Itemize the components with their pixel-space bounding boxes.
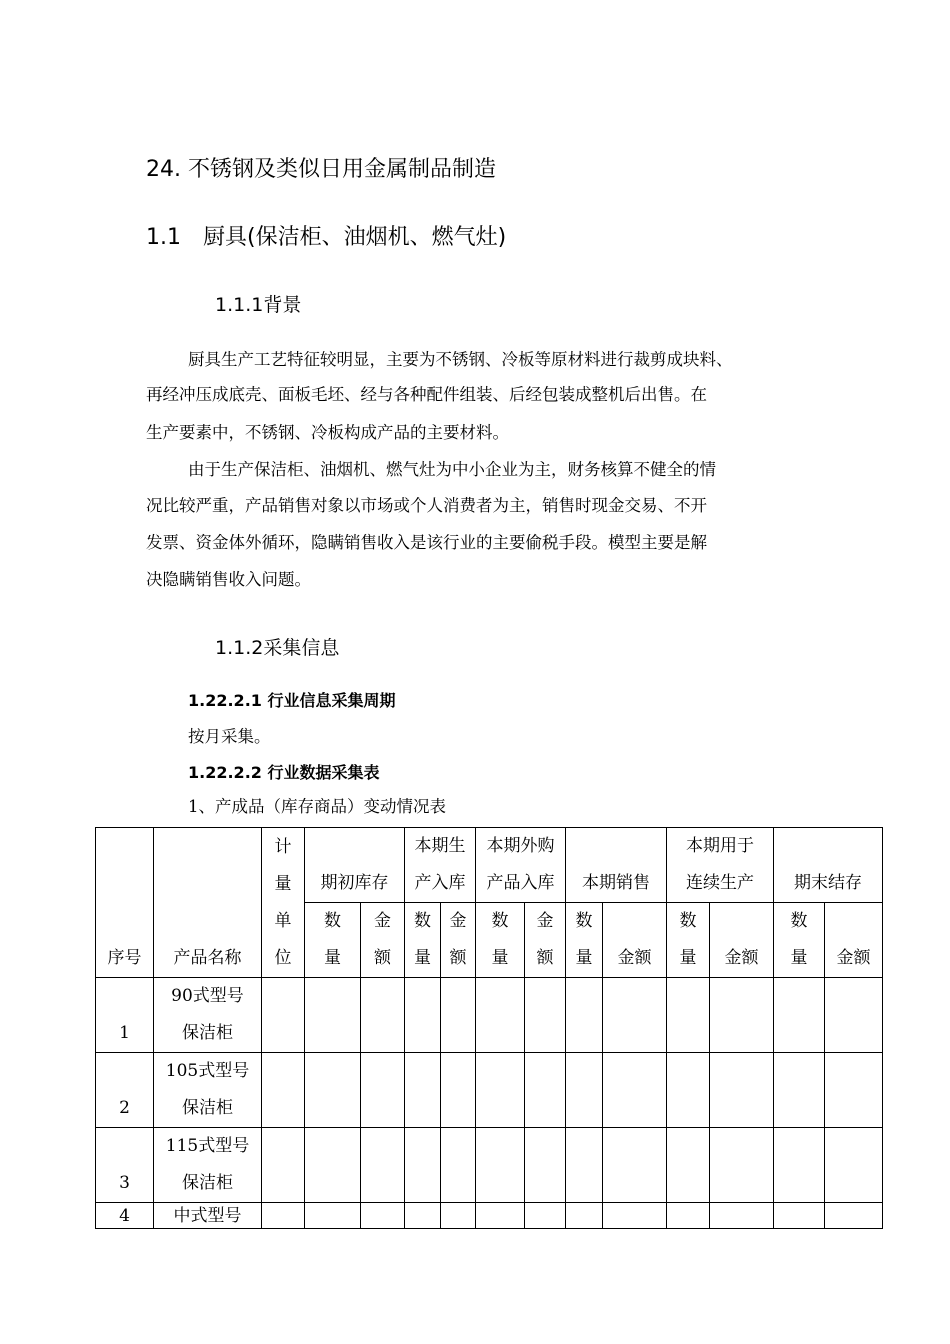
group-production-l2: 产入库 — [414, 873, 466, 893]
para2-line2: 况比较严重，产品销售对象以市场或个人消费者为主，销售时现金交易、不开 — [146, 496, 707, 515]
group-continuous-l1: 本期用于 — [686, 836, 754, 856]
qty-c1: 数 — [414, 911, 431, 931]
subhead-qty — [476, 903, 525, 978]
row-seq: 3 — [96, 1128, 154, 1203]
qty-c1: 数 — [679, 911, 697, 931]
para2-line3: 发票、资金体外循环，隐瞒销售收入是该行业的主要偷税手段。模型主要是解 — [146, 533, 707, 552]
table-row — [96, 1128, 883, 1203]
table-row — [96, 978, 883, 1053]
qty-c2: 量 — [414, 948, 431, 968]
qty-c1: 数 — [324, 911, 341, 931]
subhead-amount: 金额 — [825, 903, 883, 978]
qty-c2: 量 — [491, 948, 509, 968]
subhead-amount — [441, 903, 476, 978]
row-name-l2: 保洁柜 — [182, 1173, 233, 1193]
row-name-l1: 105式型号 — [165, 1061, 250, 1081]
header-unit-c1: 计 — [274, 836, 292, 857]
table-row — [96, 1203, 883, 1229]
heading-period: 1.22.2.1 行业信息采集周期 — [188, 691, 396, 710]
subhead-amount: 金额 — [603, 903, 667, 978]
qty-c1: 数 — [491, 911, 509, 931]
subhead-amount: 金额 — [710, 903, 774, 978]
para1-line1: 厨具生产工艺特征较明显，主要为不锈钢、冷板等原材料进行裁剪成块料、 — [188, 350, 733, 369]
header-unit-c2: 量 — [274, 873, 292, 894]
row-product-name — [154, 978, 262, 1053]
amt-c1: 金 — [536, 911, 554, 931]
subhead-qty — [667, 903, 710, 978]
group-continuous-l2: 连续生产 — [686, 873, 754, 893]
heading-table: 1.22.2.2 行业数据采集表 — [188, 763, 380, 782]
row-seq: 2 — [96, 1053, 154, 1128]
subhead-amount — [361, 903, 405, 978]
row-name-l2: 保洁柜 — [182, 1023, 233, 1043]
row-seq: 4 — [96, 1203, 154, 1229]
row-product-name: 中式型号 — [154, 1203, 262, 1229]
group-sales: 本期销售 — [566, 828, 667, 903]
amt-c2: 额 — [449, 948, 467, 968]
header-unit — [262, 828, 305, 978]
para1-line2: 再经冲压成底壳、面板毛坯、经与各种配件组装、后经包装成整机后出售。在 — [146, 385, 707, 404]
table-row — [96, 1053, 883, 1128]
group-opening-stock: 期初库存 — [305, 828, 405, 903]
para2-line1: 由于生产保洁柜、油烟机、燃气灶为中小企业为主，财务核算不健全的情 — [188, 460, 716, 479]
period-text: 按月采集。 — [188, 727, 271, 746]
para1-line3: 生产要素中，不锈钢、冷板构成产品的主要材料。 — [146, 423, 509, 442]
header-unit-c4: 位 — [274, 947, 292, 968]
doc-title: 24. 不锈钢及类似日用金属制品制造 — [146, 157, 496, 182]
amt-c2: 额 — [536, 948, 554, 968]
group-closing-stock: 期末结存 — [774, 828, 883, 903]
qty-c1: 数 — [575, 911, 593, 931]
qty-c2: 量 — [679, 948, 697, 968]
qty-c2: 量 — [324, 948, 341, 968]
group-production-in — [405, 828, 476, 903]
group-continuous-use — [667, 828, 774, 903]
row-seq: 1 — [96, 978, 154, 1053]
inventory-table — [95, 827, 883, 1229]
amt-c1: 金 — [449, 911, 467, 931]
group-purchase-l2: 产品入库 — [486, 873, 555, 893]
row-product-name — [154, 1053, 262, 1128]
subhead-qty — [566, 903, 603, 978]
section-heading: 1.1 厨具(保洁柜、油烟机、燃气灶) — [146, 225, 507, 250]
group-purchase-l1: 本期外购 — [486, 836, 555, 856]
para2-line4: 决隐瞒销售收入问题。 — [146, 570, 311, 589]
subhead-amount — [525, 903, 566, 978]
group-purchase-in — [476, 828, 566, 903]
qty-c1: 数 — [790, 911, 808, 931]
subsection-background: 1.1.1背景 — [215, 294, 302, 316]
group-production-l1: 本期生 — [414, 836, 466, 856]
amt-c1: 金 — [374, 911, 391, 931]
subsection-collect: 1.1.2采集信息 — [215, 637, 340, 659]
row-product-name — [154, 1128, 262, 1203]
header-unit-c3: 单 — [274, 910, 292, 931]
row-name-l2: 保洁柜 — [182, 1098, 233, 1118]
header-name: 产品名称 — [154, 828, 262, 978]
subhead-qty — [405, 903, 441, 978]
header-seq: 序号 — [96, 828, 154, 978]
amt-c2: 额 — [374, 948, 391, 968]
table-caption: 1、产成品（库存商品）变动情况表 — [188, 797, 446, 816]
subhead-qty — [774, 903, 825, 978]
qty-c2: 量 — [790, 948, 808, 968]
subhead-qty — [305, 903, 361, 978]
row-name-l1: 90式型号 — [171, 986, 244, 1006]
row-name-l1: 115式型号 — [165, 1136, 250, 1156]
qty-c2: 量 — [575, 948, 593, 968]
